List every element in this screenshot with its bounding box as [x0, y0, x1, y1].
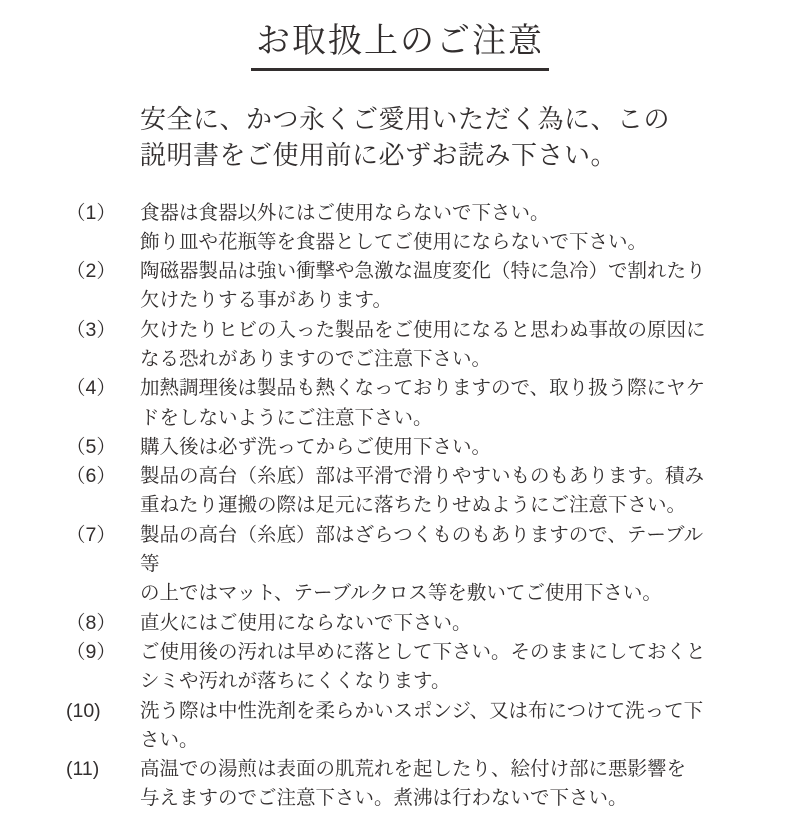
note-item [66, 697, 800, 756]
note-text [140, 755, 718, 814]
note-text [140, 638, 718, 697]
note-line: 与えますのでご注意下さい。煮沸は行わないで下さい。 [140, 787, 628, 810]
intro-text [140, 101, 800, 173]
note-item [66, 374, 800, 433]
note-number: （1） [66, 201, 116, 224]
note-number: （4） [66, 377, 116, 400]
note-item [66, 316, 800, 375]
note-number: （8） [66, 611, 116, 634]
note-item [66, 638, 800, 697]
note-text [140, 697, 718, 756]
note-number: （5） [66, 435, 116, 458]
note-item [66, 462, 800, 521]
note-line: なる恐れがありますのでご注意下さい。 [140, 347, 492, 370]
note-line: ドをしないようにご注意下さい。 [140, 406, 433, 429]
title-section [0, 0, 800, 71]
note-item [66, 433, 800, 462]
note-item [66, 755, 800, 814]
note-number: （7） [66, 523, 116, 546]
intro-line: 安全に、かつ永くご愛用いただく為に、この [140, 103, 671, 134]
note-line: 洗う際は中性洗剤を柔らかいスポンジ、又は布につけて洗って下 [140, 699, 704, 722]
note-text [140, 521, 718, 609]
page-title: お取扱上のご注意 [251, 20, 549, 71]
note-text [140, 374, 718, 433]
intro-line: 説明書をご使用前に必ずお読み下さい。 [140, 139, 618, 170]
note-line: 直火にはご使用にならないで下さい。 [140, 611, 472, 634]
note-number: （9） [66, 640, 116, 663]
note-line: 購入後は必ず洗ってからご使用下さい。 [140, 435, 492, 458]
note-item [66, 257, 800, 316]
note-line: 陶磁器製品は強い衝撃や急激な温度変化（特に急冷）で割れたり [140, 260, 706, 283]
note-item [66, 521, 800, 609]
note-line: ご使用後の汚れは早めに落として下さい。そのままにしておくと [140, 640, 706, 663]
note-line: 飾り皿や花瓶等を食器としてご使用にならないで下さい。 [140, 230, 648, 253]
note-text [140, 199, 718, 258]
note-text [140, 316, 718, 375]
note-text [140, 462, 718, 521]
note-number: （6） [66, 465, 116, 488]
note-item [66, 199, 800, 258]
note-line: 製品の高台（糸底）部はざらつくものもありますので、テーブル等 [140, 523, 704, 576]
note-line: 製品の高台（糸底）部は平滑で滑りやすいものもあります。積み [140, 465, 704, 488]
note-line: さい。 [140, 728, 199, 751]
note-item [66, 609, 800, 638]
note-number: (10) [66, 699, 101, 722]
notes-list [66, 199, 800, 814]
note-line: 欠けたりする事があります。 [140, 289, 392, 312]
note-text [140, 609, 718, 638]
note-line: 重ねたり運搬の際は足元に落ちたりせぬようにご注意下さい。 [140, 494, 687, 517]
note-line: シミや汚れが落ちにくくなります。 [140, 670, 451, 693]
note-number: (11) [66, 758, 100, 781]
note-line: 高温での湯煎は表面の肌荒れを起したり、絵付け部に悪影響を [140, 758, 687, 781]
note-text [140, 257, 718, 316]
note-line: 加熱調理後は製品も熱くなっておりますので、取り扱う際にヤケ [140, 377, 706, 400]
note-text [140, 433, 718, 462]
note-number: （3） [66, 318, 116, 341]
note-number: （2） [66, 260, 116, 283]
note-line: 欠けたりヒビの入った製品をご使用になると思わぬ事故の原因に [140, 318, 706, 341]
note-line: 食器は食器以外にはご使用ならないで下さい。 [140, 201, 550, 224]
note-line: の上ではマット、テーブルクロス等を敷いてご使用下さい。 [140, 582, 662, 605]
